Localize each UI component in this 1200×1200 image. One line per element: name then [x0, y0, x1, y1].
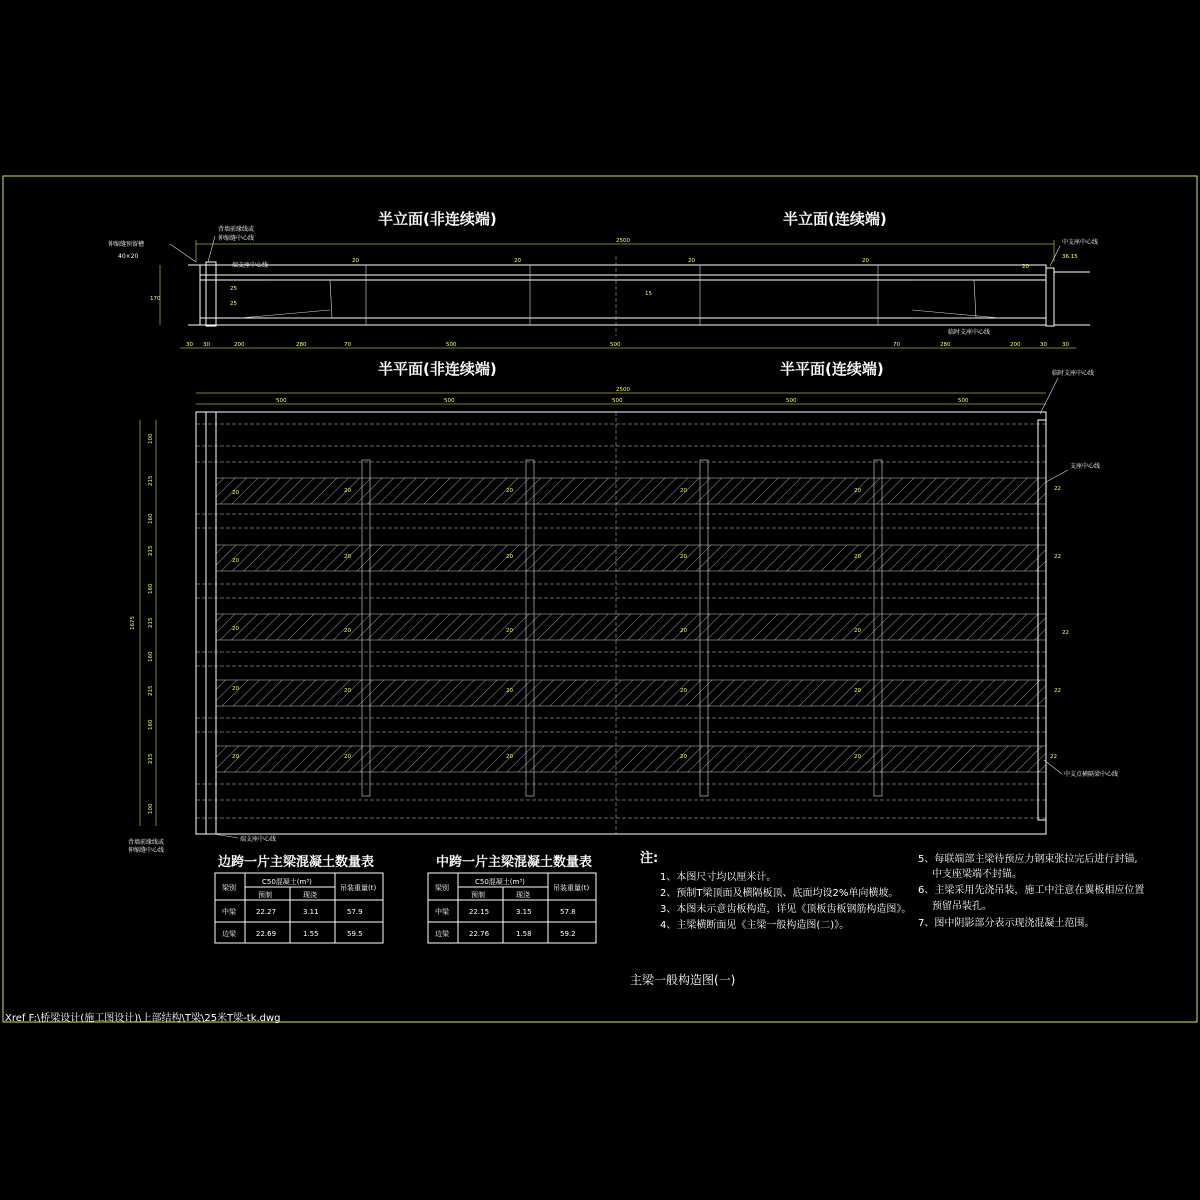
- svg-text:吊装重量(t): 吊装重量(t): [553, 884, 590, 892]
- svg-text:200: 200: [234, 342, 245, 348]
- svg-text:20: 20: [854, 488, 861, 494]
- svg-text:中支座梁端不封锚。: 中支座梁端不封锚。: [932, 869, 1022, 880]
- svg-text:30: 30: [1040, 342, 1047, 348]
- svg-text:22.15: 22.15: [469, 908, 490, 916]
- svg-text:20: 20: [506, 628, 513, 634]
- plan-view: [128, 360, 1118, 854]
- label-end-bearing: 端支座中心线: [232, 262, 269, 269]
- table-mid-row: [435, 929, 576, 938]
- table-side-row: [222, 907, 363, 916]
- plan-hatched-strips: [216, 478, 1046, 772]
- elevation-overall-dim: 2500: [616, 238, 630, 244]
- svg-text:215: 215: [148, 685, 154, 696]
- svg-text:22.69: 22.69: [256, 930, 277, 938]
- svg-text:吊装重量(t): 吊装重量(t): [340, 884, 377, 892]
- svg-text:20: 20: [344, 688, 351, 694]
- svg-text:215: 215: [148, 545, 154, 556]
- svg-text:中梁: 中梁: [222, 908, 236, 916]
- svg-text:6、主梁采用先浇吊装，施工中注意在翼板相应位置: 6、主梁采用先浇吊装，施工中注意在翼板相应位置: [918, 885, 1145, 896]
- elevation-view: [108, 210, 1098, 348]
- svg-text:20: 20: [232, 686, 239, 692]
- label-temp-bearing: 临时支座中心线: [948, 329, 991, 336]
- svg-text:200: 200: [1010, 342, 1021, 348]
- svg-text:20: 20: [232, 754, 239, 760]
- svg-text:3.15: 3.15: [516, 908, 532, 916]
- svg-text:20: 20: [506, 488, 513, 494]
- svg-text:100: 100: [148, 803, 154, 814]
- svg-text:边梁: 边梁: [435, 930, 449, 938]
- svg-text:3、本图未示意齿板构造，详见《顶板齿板钢筋构造图》。: 3、本图未示意齿板构造，详见《顶板齿板钢筋构造图》。: [660, 904, 912, 915]
- svg-text:30: 30: [1062, 342, 1069, 348]
- svg-text:20: 20: [854, 688, 861, 694]
- table-mid-row: [435, 907, 576, 916]
- svg-text:20: 20: [854, 754, 861, 760]
- svg-text:15: 15: [645, 291, 652, 297]
- svg-text:梁别: 梁别: [222, 884, 236, 892]
- svg-text:215: 215: [148, 617, 154, 628]
- plan-left-dims: [148, 433, 154, 814]
- svg-text:梁别: 梁别: [435, 884, 449, 892]
- svg-text:20: 20: [506, 554, 513, 560]
- svg-text:57.9: 57.9: [347, 908, 363, 916]
- svg-text:280: 280: [940, 342, 951, 348]
- svg-text:100: 100: [148, 433, 154, 444]
- svg-text:边梁: 边梁: [222, 930, 236, 938]
- svg-text:20: 20: [506, 688, 513, 694]
- svg-text:500: 500: [276, 398, 287, 404]
- svg-text:170: 170: [150, 296, 161, 302]
- svg-text:中梁: 中梁: [435, 908, 449, 916]
- plan-left-title: 半平面(非连续端): [378, 360, 497, 378]
- svg-text:20: 20: [232, 626, 239, 632]
- svg-text:57.8: 57.8: [560, 908, 576, 916]
- svg-text:C50混凝土(m³): C50混凝土(m³): [262, 878, 312, 886]
- svg-text:500: 500: [446, 342, 457, 348]
- svg-text:70: 70: [893, 342, 900, 348]
- svg-text:背墙前缘线或: 背墙前缘线或: [128, 839, 165, 846]
- label-expansion-slot: 伸缩缝预留槽: [108, 241, 145, 248]
- svg-text:现浇: 现浇: [303, 891, 317, 899]
- label-plan-diaphragm: 中支点横隔梁中心线: [1064, 771, 1119, 778]
- svg-text:边跨一片主梁混凝土数量表: 边跨一片主梁混凝土数量表: [218, 855, 375, 870]
- svg-text:1.58: 1.58: [516, 930, 532, 938]
- svg-text:5、每联端部主梁待预应力钢束张拉完后进行封锚,: 5、每联端部主梁待预应力钢束张拉完后进行封锚,: [918, 854, 1138, 865]
- elevation-bottom-dims: [186, 342, 1069, 348]
- svg-text:500: 500: [958, 398, 969, 404]
- svg-text:22: 22: [1050, 754, 1057, 760]
- svg-text:22: 22: [1054, 486, 1061, 492]
- svg-text:4、主梁横断面见《主梁一般构造图(二)》。: 4、主梁横断面见《主梁一般构造图(二)》。: [660, 920, 850, 931]
- svg-text:20: 20: [854, 628, 861, 634]
- svg-text:20: 20: [344, 554, 351, 560]
- svg-text:22: 22: [1062, 630, 1069, 636]
- table-side-span: [215, 854, 383, 943]
- elevation-left-title: 半立面(非连续端): [378, 210, 497, 228]
- svg-text:2、预制T梁顶面及横隔板顶、底面均设2%单向横坡。: 2、预制T梁顶面及横隔板顶、底面均设2%单向横坡。: [660, 888, 899, 899]
- svg-text:160: 160: [148, 719, 154, 730]
- svg-text:伸缩缝中心线: 伸缩缝中心线: [218, 235, 255, 242]
- svg-text:20: 20: [688, 258, 695, 264]
- svg-text:215: 215: [148, 475, 154, 486]
- svg-text:背墙前缘线或: 背墙前缘线或: [218, 226, 255, 233]
- svg-text:20: 20: [232, 558, 239, 564]
- svg-text:500: 500: [786, 398, 797, 404]
- svg-text:20: 20: [344, 488, 351, 494]
- label-mid-bearing: 中支座中心线: [1062, 239, 1099, 246]
- svg-text:20: 20: [514, 258, 521, 264]
- plan-total-width: 1675: [130, 616, 136, 630]
- svg-text:20: 20: [862, 258, 869, 264]
- svg-text:22: 22: [1054, 688, 1061, 694]
- svg-text:20: 20: [680, 488, 687, 494]
- label-plan-bearing: 支座中心线: [1070, 463, 1101, 470]
- svg-text:22.76: 22.76: [469, 930, 490, 938]
- svg-text:280: 280: [296, 342, 307, 348]
- svg-text:1、本图尺寸均以厘米计。: 1、本图尺寸均以厘米计。: [660, 872, 777, 883]
- svg-text:30: 30: [186, 342, 193, 348]
- svg-text:2500: 2500: [616, 387, 630, 393]
- svg-text:20: 20: [680, 554, 687, 560]
- svg-text:7、图中阴影部分表示现浇混凝土范围。: 7、图中阴影部分表示现浇混凝土范围。: [918, 918, 1095, 929]
- svg-text:20: 20: [352, 258, 359, 264]
- table-side-row: [222, 929, 363, 938]
- svg-text:160: 160: [148, 513, 154, 524]
- drawing-title: 主梁一般构造图(一): [630, 973, 736, 987]
- svg-text:20: 20: [344, 754, 351, 760]
- svg-text:70: 70: [344, 342, 351, 348]
- svg-text:160: 160: [148, 583, 154, 594]
- xref-path: Xref F:\桥梁设计(施工图设计)\上部结构\T梁\25米T梁-tk.dwg: [5, 1013, 281, 1024]
- notes-block: [640, 850, 1144, 931]
- elevation-right-title: 半立面(连续端): [783, 210, 887, 228]
- elevation-girder-outline: [200, 265, 1046, 325]
- svg-text:中跨一片主梁混凝土数量表: 中跨一片主梁混凝土数量表: [436, 855, 593, 870]
- svg-text:20: 20: [680, 688, 687, 694]
- svg-text:预留吊装孔。: 预留吊装孔。: [932, 901, 992, 912]
- plan-right-title: 半平面(连续端): [780, 360, 884, 378]
- svg-text:1.55: 1.55: [303, 930, 319, 938]
- svg-text:20: 20: [854, 554, 861, 560]
- table-mid-span: [428, 854, 596, 943]
- svg-text:注:: 注:: [640, 851, 659, 866]
- svg-text:59.5: 59.5: [347, 930, 363, 938]
- svg-text:伸缩缝中心线: 伸缩缝中心线: [128, 847, 165, 854]
- svg-text:25: 25: [230, 286, 237, 292]
- svg-text:20: 20: [232, 490, 239, 496]
- svg-text:40×20: 40×20: [118, 253, 139, 260]
- svg-text:36.15: 36.15: [1062, 254, 1078, 260]
- svg-text:22: 22: [1054, 554, 1061, 560]
- svg-text:25: 25: [230, 301, 237, 307]
- label-plan-end-bearing: 端支座中心线: [240, 836, 277, 843]
- svg-text:20: 20: [680, 754, 687, 760]
- svg-text:215: 215: [148, 753, 154, 764]
- svg-text:22.27: 22.27: [256, 908, 277, 916]
- svg-text:20: 20: [1022, 264, 1029, 270]
- svg-text:3.11: 3.11: [303, 908, 319, 916]
- svg-text:20: 20: [680, 628, 687, 634]
- svg-text:预制: 预制: [471, 891, 485, 899]
- svg-text:500: 500: [610, 342, 621, 348]
- svg-text:预制: 预制: [258, 891, 272, 899]
- label-plan-temp-bearing: 临时支座中心线: [1052, 370, 1095, 377]
- svg-text:160: 160: [148, 651, 154, 662]
- svg-text:20: 20: [506, 754, 513, 760]
- svg-text:500: 500: [612, 398, 623, 404]
- svg-text:30: 30: [203, 342, 210, 348]
- svg-text:59.2: 59.2: [560, 930, 576, 938]
- svg-text:现浇: 现浇: [516, 891, 530, 899]
- svg-text:20: 20: [344, 628, 351, 634]
- svg-text:C50混凝土(m³): C50混凝土(m³): [475, 878, 525, 886]
- svg-text:500: 500: [444, 398, 455, 404]
